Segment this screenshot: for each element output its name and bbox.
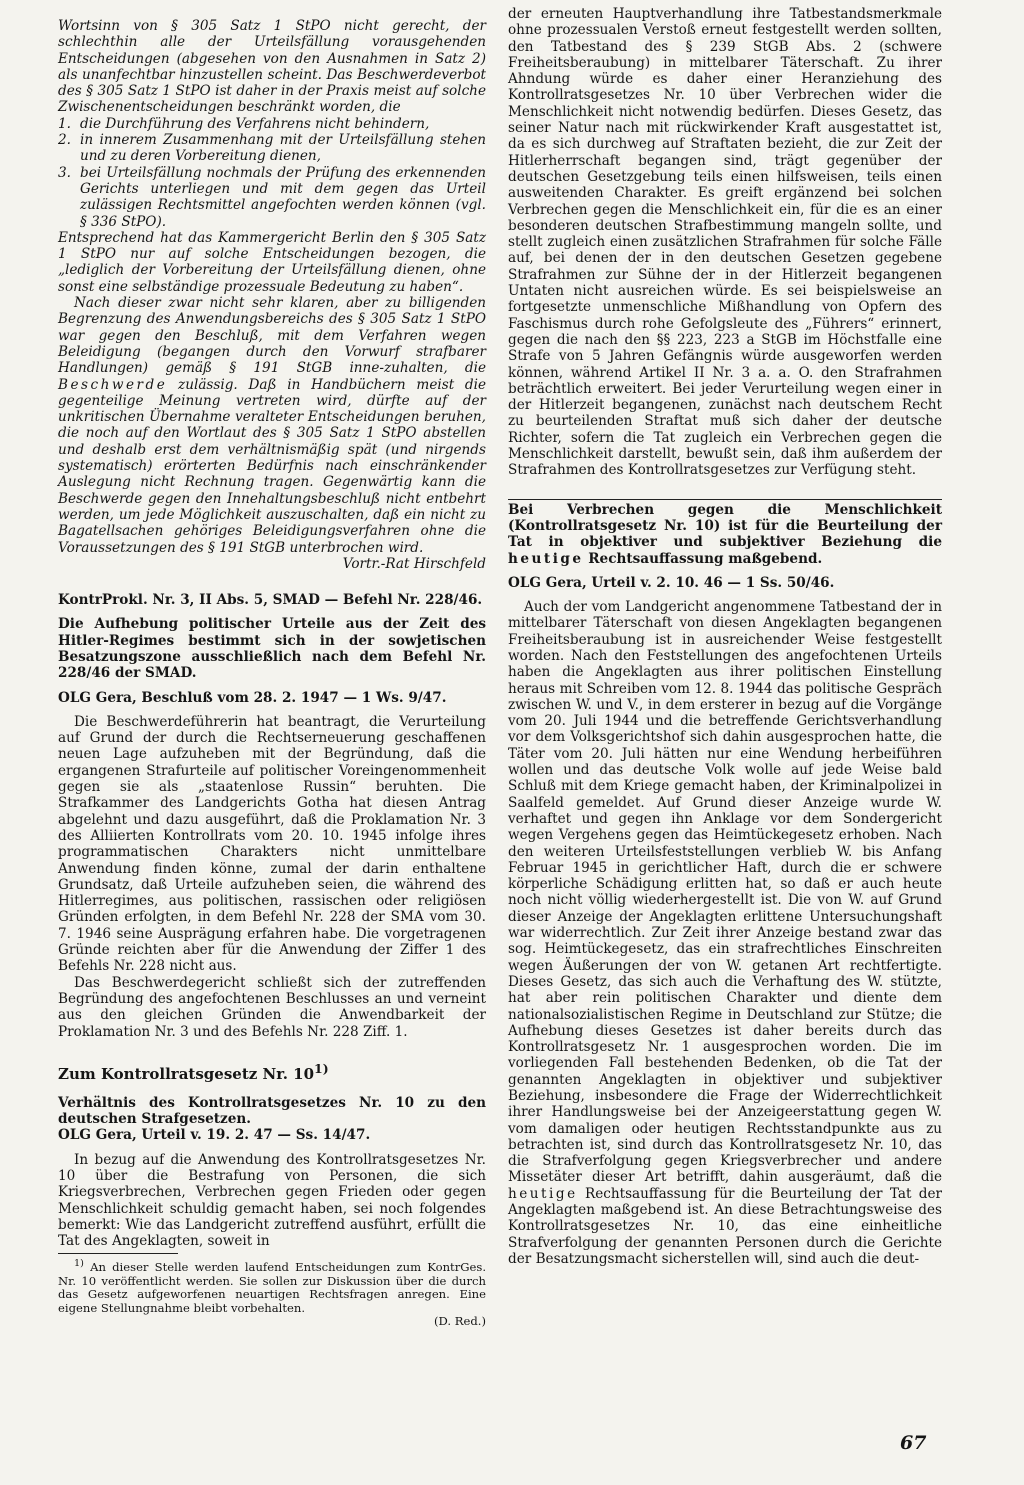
- paragraph: Wortsinn von § 305 Satz 1 StPO nicht gerecht, der schlechthin alle der Urteilsfällung vorausgehenden Entscheidungen (abgesehen von den Ausnahmen in Satz 2) als unanfechtbar hinzustellen scheint. Das Beschwerdeverbot des § 305 Satz 1 StPO ist daher in der Praxis meist auf solche Zwischenentscheidungen beschränkt worden, die: [58, 18, 486, 116]
- text-run: Bei Verbrechen gegen die Menschlichkeit (Kontrollratsgesetz Nr. 10) ist für die Beurteilung der Tat in objektiver und subjektiver Beziehung die: [508, 501, 942, 551]
- page-number: 67: [900, 1432, 927, 1454]
- paragraph: Entsprechend hat das Kammergericht Berlin den § 305 Satz 1 StPO nur auf solche Entscheidungen bezogen, die „lediglich der Vorbereitung der Urteilsfällung dienen, ohne sonst eine selbständige prozessuale Bedeutung zu haben“.: [58, 229, 486, 295]
- spaced-emphasis: Beschwerde: [58, 376, 168, 393]
- text-run: Rechtsauffassung maßgebend.: [583, 550, 823, 567]
- list-item: [58, 116, 486, 132]
- paragraph: der erneuten Hauptverhandlung ihre Tatbestandsmerkmale ohne prozessualen Verstoß erneut festgestellt werden sollten, den Tatbestand des § 239 StGB Abs. 2 (schwere Freiheitsberaubung) in mittelbarer Täterschaft. Zu ihrer Ahndung würde es daher einer Heranziehung des Kontrollratsgesetzes Nr. 10 über Verbrechen wider die Menschlichkeit nicht notwendig bedürfen. Dieses Gesetz, das seiner Natur nach mit rückwirkender Kraft ausgestattet ist, da es sich durchweg auf Straftaten bezieht, die zur Zeit der Hitlerherrschaft begangen sind, trägt gegenüber der deutschen Gesetzgebung teils einen hilfsweisen, teils einen ausweitenden Charakter. Es greift ergänzend bei solchen Verbrechen gegen die Menschlichkeit ein, für die es an einer besonderen deutschen Strafbestimmung mangeln sollte, und stellt zugleich einen zusätzlichen Strafrahmen für solche Fälle auf, bei denen der in den deutschen Gesetzen gegebene Strafrahmen zur Sühne der in der Hitlerzeit begangenen Untaten nicht ausreichen würde. Es sei beispielsweise an fortgesetzte unmenschliche Mißhandlung von Opfern des Faschismus durch rohe Gefolgsleute des „Führers“ erinnert, gegen die nach den §§ 223, 223 a StGB im Höchstfalle eine Strafe von 5 Jahren Gefängnis würde ausgeworfen werden können, während Artikel II Nr. 3 a. a. O. den Strafrahmen beträchtlich erweitert. Bei jeder Verurteilung wegen einer in der Hitlerzeit begangenen, zunächst nach deutschem Recht zu beurteilenden Straftat muß sich daher der deutsche Richter, sofern die Tat zugleich ein Verbrechen gegen die Menschlichkeit darstellt, bewußt sein, daß ihm außerdem der Strafrahmen des Kontrollratsgesetzes zur Verfügung steht.: [508, 6, 942, 479]
- section-rule: [508, 499, 942, 500]
- numbered-list: [58, 116, 486, 230]
- text-run: Nach dieser zwar nicht sehr klaren, aber zu billigenden Begrenzung des Anwendungsbereichs des § 305 Satz 1 StPO war gegen den Beschluß, mit dem Verfahren wegen Beleidigung (begangen durch den Vorwurf strafbarer Handlungen) gemäß § 191 StGB inne-zuhalten, die: [58, 295, 486, 377]
- right-column: [508, 6, 942, 1267]
- section-title-text: Zum Kontrollratsgesetz Nr. 10: [58, 1064, 315, 1083]
- case-headnote: Die Aufhebung politischer Urteile aus der Zeit des Hitler-Regimes bestimmt sich in der sowjetischen Besatzungszone ausschließlich nach dem Befehl Nr. 228/46 der SMAD.: [58, 616, 486, 682]
- case-headnote: [508, 502, 942, 567]
- court-citation: OLG Gera, Beschluß vom 28. 2. 1947 — 1 Ws. 9/47.: [58, 689, 447, 706]
- court-citation: OLG Gera, Urteil v. 19. 2. 47 — Ss. 14/47.: [58, 1127, 371, 1144]
- case-header: KontrProkl. Nr. 3, II Abs. 5, SMAD — Befehl Nr. 228/46.: [58, 592, 483, 609]
- section-title: [58, 1060, 486, 1083]
- left-column: [58, 18, 486, 1329]
- spaced-emphasis: heutige: [508, 550, 584, 567]
- list-number: 2.: [58, 132, 71, 149]
- paragraph: [58, 295, 486, 556]
- list-text: die Durchführung des Verfahrens nicht behindern,: [80, 115, 430, 132]
- list-text: in innerem Zusammenhang mit der Urteilsfällung stehen und zu deren Vorbereitung dienen,: [80, 132, 486, 165]
- author-signature: Vortr.-Rat Hirschfeld: [342, 555, 486, 572]
- paragraph: Das Beschwerdegericht schließt sich der zutreffenden Begründung des angefochtenen Beschlusses an und verneint aus den gleichen Gründen die Anwendbarkeit der Proklamation Nr. 3 und des Befehls Nr. 228 Ziff. 1.: [58, 974, 486, 1040]
- list-text: bei Urteilsfällung nochmals der Prüfung des erkennenden Gerichts unterliegen und mit dem gegen das Urteil zulässigen Rechtsmittel angefochten werden können (vgl. § 336 StPO).: [80, 164, 486, 230]
- list-number: 1.: [58, 115, 71, 132]
- footnote-text: An dieser Stelle werden laufend Entscheidungen zum KontrGes. Nr. 10 veröffentlicht werden. Sie sollen zur Diskussion über die durch das Gesetz aufgeworfenen neuartigen Rechtsfragen anregen. Eine eigene Stellungnahme bleibt vorbehalten.: [58, 1260, 487, 1315]
- paragraph: [508, 599, 942, 1267]
- court-citation: OLG Gera, Urteil v. 2. 10. 46 — 1 Ss. 50/46.: [508, 574, 835, 591]
- paragraph: In bezug auf die Anwendung des Kontrollratsgesetzes Nr. 10 über die Bestrafung von Personen, die sich Kriegsverbrechen, Verbrechen gegen Frieden oder gegen Menschlichkeit schuldig gemacht haben, sei noch folgendes bemerkt: Wie das Landgericht zutreffend ausführt, erfüllt die Tat des Angeklagten, soweit in: [58, 1151, 486, 1250]
- footnote-marker: 1): [314, 1060, 329, 1076]
- text-run: zulässig. Daß in Handbüchern meist die gegenteilige Meinung vertreten wird, dürfte auf der unkritischen Übernahme veralteter Entscheidungen beruhen, die noch auf den Wortlaut des § 305 Satz 1 StPO abstellen und deshalb erst dem verhältnismäßig spät (und nirgends systematisch) erörterten Bedürfnis nach einschränkender Auslegung nicht Rechnung tragen. Gegenwärtig kann die Beschwerde gegen den Innehaltungsbeschluß nicht entbehrt werden, um jede Möglichkeit auszuschalten, daß ein nicht zu Bagatellsachen gehöriges Beleidigungsverfahren ohne die Voraussetzungen des § 191 StGB unterbrochen wird.: [58, 376, 486, 556]
- case-headnote: Verhältnis des Kontrollratsgesetzes Nr. 10 zu den deutschen Strafgesetzen.: [58, 1094, 486, 1128]
- text-run: Rechtsauffassung für die Beurteilung der Tat der Angeklagten maßgebend ist. An diese Betrachtungsweise des Kontrollratsgesetzes Nr. 10, das eine einheitliche Strafverfolgung der genannten Personen durch die Gerichte der Besatzungsmacht sicherstellen will, sind auch die deut-: [508, 1185, 942, 1267]
- list-item: [58, 165, 486, 230]
- text-run: Auch der vom Landgericht angenommene Tatbestand der in mittelbarer Täterschaft von diesen Angeklagten begangenen Freiheitsberaubung ist in ausreichender Weise festgestellt worden. Nach den Feststellungen des angefochtenen Urteils haben die Angeklagten aus ihrer politischen Einstellung heraus mit Schreiben vom 12. 8. 1944 das politische Gespräch zwischen W. und V., in dem ersterer in bezug auf die Vorgänge vom 20. Juli 1944 und die betreffende Gerichtsverhandlung vor dem Volksgerichtshof sich dahin ausgesprochen hatte, die Täter vom 20. Juli hätten nur eine Wendung herbeiführen wollen und das deutsche Volk wolle auf jede Weise bald Schluß mit dem Kriege gemacht haben, der Kriminalpolizei in Saalfeld gemeldet. Auf Grund dieser Anzeige wurde W. verhaftet und gegen ihn Anklage vor dem Sondergericht wegen Vergehens gegen das Heimtückegesetz erhoben. Nach den weiteren Urteilsfeststellungen verblieb W. bis Anfang Februar 1945 in gerichtlicher Haft, durch die er schwere körperliche Schädigung erlitten hat, so daß er auch heute noch nicht völlig wiederhergestellt ist. Die von W. auf Grund dieser Anzeige der Angeklagten erlittene Untersuchungshaft war widerrechtlich. Zur Zeit ihrer Anzeige bestand zwar das sog. Heimtückegesetz, das ein strafrechtliches Einschreiten wegen Äußerungen der von W. getanen Art rechtfertigte. Dieses Gesetz, das sich auch die Verhaftung des W. stützte, hat aber rein politischen Charakter und diente dem nationalsozialistischen Regime in Deutschland zur Stütze; die Aufhebung dieses Gesetzes ist daher bereits durch das Kontrollratsgesetz Nr. 1 ausgesprochen worden. Die im vorliegenden Fall bestehenden Bedenken, ob die Tat der genannten Angeklagten in objektiver und subjektiver Beziehung, insbesondere die Frage der Widerrechtlichkeit ihrer Handlungsweise bei der Anzeigeerstattung gegen W. vom damaligen oder heutigen Rechtsstandpunkte aus zu betrachten ist, sind durch das Kontrollratsgesetz Nr. 10, das die Strafverfolgung gegen Kriegsverbrecher und andere Missetäter dieser Art betrifft, dahin ausgeräumt, daß die: [508, 599, 942, 1186]
- footnote-signature: (D. Red.): [434, 1314, 486, 1329]
- footnote: [58, 1257, 486, 1315]
- list-item: [58, 132, 486, 165]
- footnote-mark: 1): [74, 1258, 84, 1270]
- footnote-divider: [58, 1253, 178, 1254]
- spaced-emphasis: heutige: [508, 1185, 578, 1202]
- paragraph: Die Beschwerdeführerin hat beantragt, die Verurteilung auf Grund der durch die Rechtserneuerung geschaffenen neuen Lage aufzuheben mit der Begründung, daß die ergangenen Strafurteile auf politischer Voreingenommenheit gegen sie als „staatenlose Russin“ beruhten. Die Strafkammer des Landgerichts Gotha hat diesen Antrag abgelehnt und dazu ausgeführt, daß die Proklamation Nr. 3 des Alliierten Kontrollrats vom 20. 10. 1945 infolge ihres programmatischen Charakters nicht unmittelbare Anwendung finden könne, zumal der darin enthaltene Grundsatz, daß Urteile aufzuheben seien, die während des Hitlerregimes, aus politischen, rassischen oder religiösen Gründen erfolgten, in dem Befehl Nr. 228 der SMA vom 30. 7. 1946 seine Ausprägung erfahren habe. Die vorgetragenen Gründe reichten aber für die Anwendung der Ziffer 1 des Befehls Nr. 228 nicht aus.: [58, 713, 486, 975]
- list-number: 3.: [58, 164, 71, 181]
